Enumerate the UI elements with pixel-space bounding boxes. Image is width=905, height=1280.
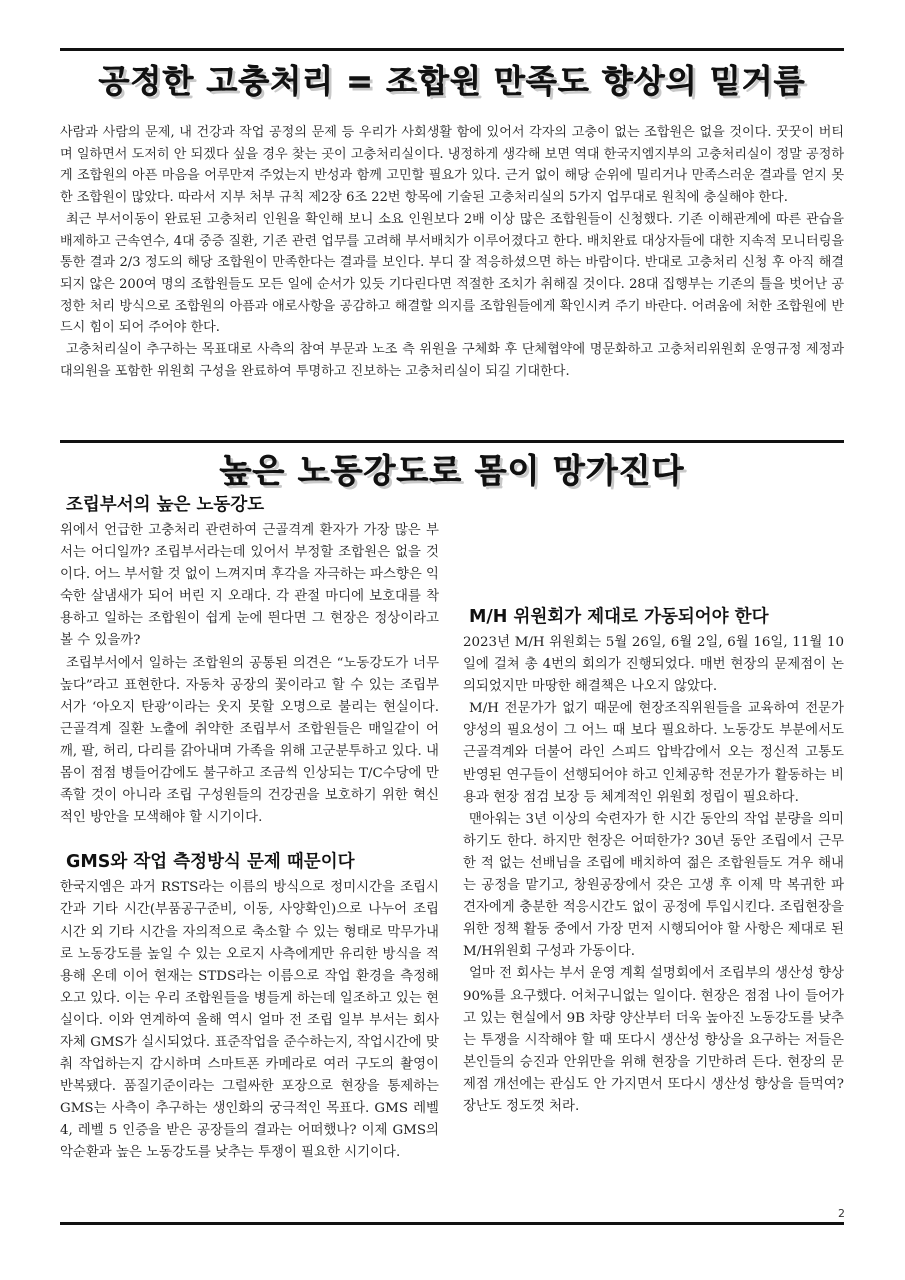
- top-rule: [60, 48, 844, 51]
- column-left: [60, 494, 439, 1165]
- gms-paragraph: 한국지엠은 과거 RSTS라는 이름의 방식으로 정미시간을 조립시간과 기타 시간(부품공구준비, 이동, 사양확인)으로 나누어 조립시간 외 기타 시간을 자의적으로 축소할 수 있는 형태로 막무가내로 노동강도를 높일 수 있는 오로지 사측에게만 유리한 방식을 적용해 온데 이어 현재는 STDS라는 이름으로 작업 환경을 측정해 오고 있다. 이는 우리 조합원들을 병들게 하는데 일조하고 있는 현실이다. 이와 연계하여 올해 역시 얼마 전 조립 일부 부서는 회사 자체 GMS가 실시되었다. 표준작업을 준수하는지, 작업시간에 맞춰 작업하는지 감시하며 스마트폰 카메라로 여러 구도의 촬영이 반복됐다. 품질기준이라는 그럴싸한 포장으로 현장을 통제하는 GMS는 사측이 추구하는 생인화의 궁극적인 목표다. GMS 레벨 4, 레벨 5 인증을 받은 공장들의 결과는 어떠했나? 이제 GMS의 악순환과 높은 노동강도를 낮추는 투쟁이 필요한 시기이다.: [60, 880, 439, 1161]
- page-number: 2: [838, 1207, 845, 1220]
- assembly-paragraph-1: 위에서 언급한 고충처리 관련하여 근골격계 환자가 가장 많은 부서는 어디일까? 조립부서라는데 있어서 부정할 조합원은 없을 것이다. 어느 부서할 것 없이 느껴지며 후각을 자극하는 파스향은 익숙한 살냄새가 되어 버린 지 오래다. 각 관절 마디에 보호대를 착용하고 일하는 조합원이 쉽게 눈에 띈다면 그 현장은 정상이라고 볼 수 있을까?: [60, 523, 439, 649]
- article1-body: [60, 122, 844, 382]
- section-heading-gms: GMS와 작업 측정방식 문제 때문이다: [66, 852, 355, 873]
- column-right: [463, 494, 844, 1118]
- section-heading-assembly: 조립부서의 높은 노동강도: [66, 495, 265, 515]
- bottom-rule: [60, 1222, 844, 1225]
- article1-paragraph-1: 사람과 사람의 문제, 내 건강과 작업 공정의 문제 등 우리가 사회생활 함에 있어서 각자의 고충이 없는 조합원은 없을 것이다. 꿋꿋이 버티며 일하면서 도저히 안 되겠다 싶을 경우 찾는 곳이 고충처리실이다. 냉정하게 생각해 보면 역대 한국지엠지부의 고충처리실이 정말 공정하게 조합원의 아픈 마음을 어루만져 주었는지 반성과 함께 고민할 필요가 있다. 근거 없이 해당 순위에 밀리거나 만족스러운 결과를 얻지 못한 조합원이 많았다. 따라서 지부 처부 규칙 제2장 6조 22번 항목에 기술된 고충처리실의 5가지 업무대로 원칙에 충실해야 한다.: [60, 125, 844, 206]
- mh-paragraph-2: M/H 전문가가 없기 때문에 현장조직위원들을 교육하여 전문가 양성의 필요성이 그 어느 때 보다 필요하다. 노동강도 부분에서도 근골격계와 더불어 라인 스피드 압박감에서 오는 정신적 고통도 반영된 연구들이 선행되어야 하고 인체공학 전문가가 활동하는 비용과 현장 점검 보장 등 체계적인 위원회 정립이 필요하다.: [463, 701, 844, 805]
- mh-paragraph-4: 얼마 전 회사는 부서 운영 계획 설명회에서 조립부의 생산성 향상 90%를 요구했다. 어처구니없는 일이다. 현장은 점점 나이 들어가고 있는 현실에서 9B 차량 양산부터 더욱 높아진 노동강도를 낮추는 투쟁을 시작해야 할 때 또다시 생산성 향상을 요구하는 저들은 본인들의 승진과 안위만을 위해 현장을 기만하려 든다. 현장의 문제점 개선에는 관심도 안 가지면서 또다시 생산성 향상을 들먹여? 장난도 정도껏 처라.: [463, 966, 844, 1114]
- article1-paragraph-2: 최근 부서이동이 완료된 고충처리 인원을 확인해 보니 소요 인원보다 2배 이상 많은 조합원들이 신청했다. 기존 이해관계에 따른 관습을 배제하고 근속연수, 4대 중증 질환, 기존 관련 업무를 고려해 부서배치가 이루어졌다고 한다. 배치완료 대상자들에 대한 지속적 모니터링을 통한 결과 2/3 정도의 해당 조합원이 만족한다는 결과를 보인다. 부디 잘 적응하셨으면 하는 바람이다. 반대로 고충처리 신청 후 아직 해결되지 않은 200여 명의 조합원들도 모든 일에 순서가 있듯 기다린다면 적절한 조치가 취해질 것이다. 28대 집행부는 기존의 틀을 벗어난 공정한 처리 방식으로 조합원의 아픔과 애로사항을 공감하고 해결할 의지를 조합원들에게 확인시켜 주기 바란다. 어려움에 처한 조합원에 반드시 힘이 되어 주어야 한다.: [60, 211, 844, 336]
- article2-title: 높은 노동강도로 몸이 망가진다: [219, 451, 685, 490]
- assembly-paragraph-2: 조립부서에서 일하는 조합원의 공통된 의견은 “노동강도가 너무 높다”라고 표현한다. 자동차 공장의 꽃이라고 할 수 있는 조립부서가 ‘아오지 탄광’이라는 웃지 못할 오명으로 불리는 현실이다. 근골격계 질환 노출에 취약한 조립부서 조합원들은 매일같이 어깨, 팔, 허리, 다리를 갉아내며 가족을 위해 고군분투하고 있다. 내 몸이 점점 병들어감에도 불구하고 조금씩 인상되는 T/C수당에 만족할 것이 아니라 조립 구성원들의 건강권을 보호하기 위한 혁신적인 방안을 모색해야 할 시기이다.: [60, 655, 439, 826]
- mh-paragraph-1: 2023년 M/H 위원회는 5월 26일, 6월 2일, 6월 16일, 11월 10일에 걸쳐 총 4번의 회의가 진행되었다. 매번 현장의 문제점이 논의되었지만 마땅한 해결책은 나오지 않았다.: [463, 635, 844, 695]
- article1-paragraph-3: 고충처리실이 추구하는 목표대로 사측의 참여 부문과 노조 측 위원을 구체화 후 단체협약에 명문화하고 고충처리위원회 운영규정 제정과 대의원을 포함한 위원회 구성을 완료하여 투명하고 진보하는 고충처리실이 되길 기대한다.: [60, 342, 844, 379]
- article1-title: 공정한 고충처리 = 조합원 만족도 향상의 밑거름: [98, 62, 806, 100]
- mh-paragraph-3: 맨아워는 3년 이상의 숙련자가 한 시간 동안의 작업 분량을 의미하기도 한다. 하지만 현장은 어떠한가? 30년 동안 조립에서 근무한 적 없는 선배님을 조립에 배치하여 젊은 조합원들도 겨우 해내는 공정을 맡기고, 창원공장에서 갖은 고생 후 이제 막 복귀한 파견자에게 충분한 적응시간도 없이 공정에 투입시킨다. 조립현장을 위한 정책 활동 중에서 가장 먼저 시행되어야 할 사항은 제대로 된 M/H위원회 구성과 가동이다.: [463, 811, 844, 960]
- section-divider-rule: [60, 440, 844, 443]
- section-heading-mh: M/H 위원회가 제대로 가동되어야 한다: [469, 607, 769, 627]
